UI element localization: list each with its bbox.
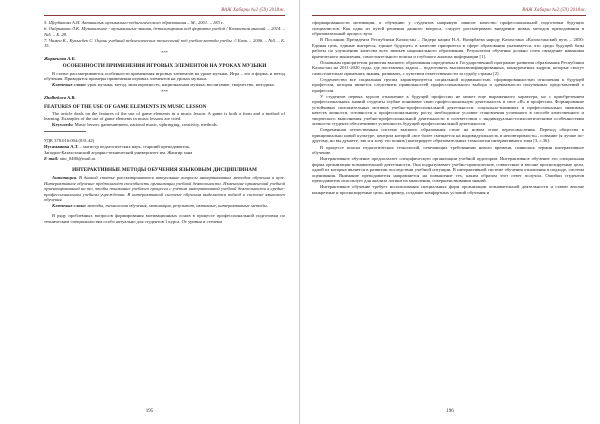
running-rule-right	[312, 15, 586, 16]
abstract-en: The article deals on the features of the use of game elements in a music lesson. A game is both a form and a method of learning. Examples of the use of game elements in music lessons are cited.	[44, 110, 285, 122]
article2-title: ИНТЕРАКТИВНЫЕ МЕТОДЫ ОБУЧЕНИЯ ЯЗЫКОВЫМ ДИСЦИПЛИНАМ	[72, 167, 257, 174]
article-author-ru: Жаркенова А.Б.	[44, 56, 76, 62]
left-page-content	[44, 20, 285, 400]
body-paragraph: У студентов первых курсов отношение к будущей профессии не может еще выраженного характера, но с приобретением профессиональных знаний студенты глубже понимают свою профессиональную деятельность и свое «Я» в профессии. Формирование устойчивых положительных мотивов учебно-профессиональной деятельности, социально-значимых и профессионально значимых качеств личности, готовности к профессиональному росту, необходимое условие становления успешного в способе качественного и творческого выполнения учебно-профессиональной деятельности в соответствии с индивидуально-психологическими особенностями личности студента обеспечивают успешность будущей профессиональной деятельности.	[312, 93, 584, 127]
keywords-ru-label: Ключевые слова:	[52, 82, 87, 88]
udk-code: УДК 378.016:004:(031.42)	[44, 137, 95, 143]
author2-email	[44, 156, 285, 162]
right-page-content	[312, 20, 584, 400]
reference-item: 6. Ондрыкова Л.К. Музыкальное - музыкальные знания, детализирован под формата учебой / Казахстан мнений. – 2014. – №5. – Б. 28.	[44, 26, 285, 37]
article-author-en: Zhalbekova A.B.	[44, 95, 76, 101]
body-paragraph: Интерактивное обучение предполагает специфическую организации учебной аудитории. Интерактивное обучение это специальная форма организации познавательной деятельности. Она подразумевает учебно-практические, совместные и вполне прогнозируемые цели, одной из которых является в развитии последствии учебной ситуации. В интерактивной системе обучения отношения в подходе, система оценивания. Внимание преподавателя направляется на повышение тех, каким образом этот ответ получил. Ошибки студентов преподаватель использует для анализа логики их мышления, совершенствования знаний.	[312, 156, 584, 184]
author2-affiliation: Западно-Казахстанский аграрно-технический университет им. Жангир хана	[44, 150, 193, 156]
article-title-ru: ОСОБЕННОСТИ ПРИМЕНЕНИЯ ИГРОВЫХ ЭЛЕМЕНТОВ НА УРОКАХ МУЗЫКИ	[62, 62, 267, 69]
keywords-en-text: Music lesson, gamesumment, national music, upbringing, creativity, methods.	[74, 122, 218, 128]
reference-item: 5. Щербакова А.И. Актакалык музыкально-педагогического образования – М., 2001. – 183 с.	[44, 20, 225, 25]
udk-block	[44, 138, 285, 162]
body-paragraph: Основным приоритетом развития высшего образования определены в Государственной программе развития образования Республики Казахстан на 2011-2020 годы, где поставлена задача – подготовить высококвалифицированных, конкурентных кадров, которые смогут самостоятельно применять знания, развивать, с чувством ответственности за судьбу страны [2].	[312, 59, 584, 76]
running-head-right: ВАЖ Хабарш №2 (59) 2018ж.	[522, 8, 586, 13]
running-rule-left	[44, 15, 285, 16]
keywords2-label: Ключевые слова:	[52, 203, 87, 209]
keywords-en	[44, 122, 285, 128]
email-label: E-mail:	[44, 156, 59, 162]
abstract-ru: В статье рассматриваются особенности применения игровых элементов на уроке музыки. Игра – это и форма, и метод обучения. Приводятся примеры применения игровых элементов на уроках музыки.	[44, 70, 285, 82]
page-number-left: 195	[145, 409, 154, 414]
keywords2-text: методы, технология обучения, мотивация, результат, активные, интерактивные методы.	[87, 203, 268, 209]
author2-info	[44, 144, 285, 150]
body-paragraph: В Послании Президента Республики Казахстан – Лидера нации Н.А. Назарбаева народу Казахстана «Казахстанский путь – 2050: Единая цель, единые интересы, единое будущее» в качестве приоритета в сфере образования указывается, что среди будущей базы работы по улучшению качества всех звеньев национального образования. Результатом обучения должно стать овладение навыками критического мышления, самостоятельного поиска и глубокого анализа информации [1].	[312, 37, 584, 59]
body-paragraph: Интерактивное обучение требует использования специальных форм организации познавательной деятельности и ставит вполне конкретные и прогнозируемые цели, например, создание комфортных условий обучения и	[312, 184, 584, 195]
article-title-en: FEATURES OF THE USE OF GAME ELEMENTS IN MUSIC LESSON	[44, 103, 207, 110]
keywords-en-label: Keywords:	[52, 122, 74, 128]
body-paragraph: В процессе поиска педагогических технологий, отвечающих требованиям нового времени, появилась термин интерактивное обучение.	[312, 144, 584, 156]
body-paragraph: Студенчество все социальная группа характеризуется социальной подвижностью, сформированностью отношения к будущей профессии, которая является следствием правильностей профессионального выбора и адекватности полученных представлений о профессии.	[312, 76, 584, 93]
email-value: aitu_0480@mail.ru	[59, 156, 96, 162]
body-paragraph: Современная отечественная система высшего образования стоит на новом этапе переосмысления. Переход общества к принципиально новой культуре, центром которой «все более смещается на индивидуальность и неповторимость», созвание (я лучше по-другому, но вы думаете, так и я хочу это понять) интегрирует образовательных технологии интерактивного типа [3, с.36].	[312, 127, 584, 144]
annotation-label: Аннотация.	[52, 175, 77, 181]
right-page	[300, 0, 600, 424]
author2-name: Нусаманова А.Т.	[44, 143, 79, 149]
body-paragraph: сформированности мотивации, к обучению у студентов напрямую зависит качество профессиональной подготовки будущих специалистов. Как один из путей решения данного вопроса, следует рассматривать внедрение новых методов преподавания в образовательный процесс вуза.	[312, 20, 584, 36]
author2-degree: – магистр педагогических наук, старший преподаватель,	[79, 143, 191, 149]
keywords2	[44, 203, 285, 209]
divider-line	[44, 131, 86, 132]
page-number-right: 196	[446, 409, 454, 414]
annotation-text: В данной статье рассматриваются актуальные вопросы интерактивных методов обучения в вузе. Интерактивное обучение предполагает способность организации учебной деятельности. Изменение применений учебной ориентированный на то, чтобы понимание учебного процесса с учётом интерактивной учебной деятельности в средне-профессиональном учебном учреждении. В интерактивной системе обучения выделяется подход к системе языкового обучения.	[44, 175, 285, 203]
separator-stars-2: ***	[161, 88, 168, 94]
body-paragraph: В ряду проблемных вопросов формирования мотивационных основ в процессе профессиональной подготовки по техническим специальностям особо актуально для студентов 1 курса. От уровня и степени	[44, 213, 285, 224]
reference-item: 7. Чимен К., Кукысбек С. Оцень учебный педагогических технологий под учебно-методи учебы. // Бизн. – 2006. – №5. – Б. 15.	[44, 37, 285, 49]
keywords-ru-text: урок музыки, метод, многократность, национальная музыка, воспитание, творчество, методика.	[87, 82, 275, 88]
keywords-ru	[44, 82, 285, 88]
annotation	[44, 175, 285, 203]
separator-stars: ***	[161, 49, 168, 55]
running-head-left: ВАЖ Хабарш №2 (59) 2018ж.	[221, 8, 285, 13]
